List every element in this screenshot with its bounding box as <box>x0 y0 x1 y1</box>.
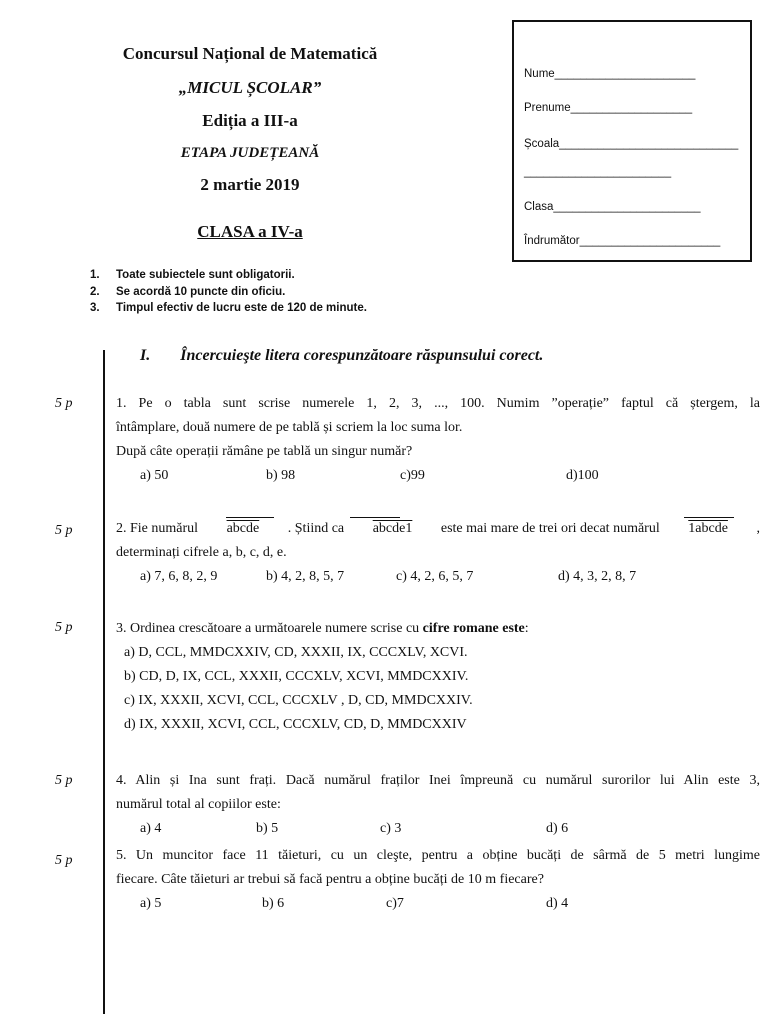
section-title: Încercuieşte litera corespunzătoare răspunsului corect. <box>180 347 544 364</box>
question-text: numărul total al copiilor este: <box>116 797 281 812</box>
rule-item: 1. Toate subiectele sunt obligatorii. <box>90 269 295 281</box>
overline-bar <box>350 517 400 518</box>
question-text: 3. Ordinea crescătoare a următoarele numere scrise cu cifre romane este: <box>116 621 529 636</box>
rule-item: 2. Se acordă 10 puncte din oficiu. <box>90 285 286 298</box>
indrumator-field[interactable]: Îndrumător______________________ <box>524 235 721 247</box>
answer-option[interactable]: c) 3 <box>380 821 402 836</box>
answer-options <box>116 565 760 589</box>
answer-options <box>116 464 760 488</box>
answer-option[interactable]: b) 6 <box>262 896 285 911</box>
contest-subtitle: „MICUL ȘCOLAR” <box>178 78 322 97</box>
answer-option[interactable]: b) CD, D, IX, CCL, XXXII, CCCXLV, XCVI, MMDCXXIV. <box>124 669 469 684</box>
overlined-number: abcde <box>226 521 260 536</box>
overlined-number: 1abcde <box>688 521 728 536</box>
answer-option[interactable]: a) 5 <box>140 896 162 911</box>
answer-options <box>116 892 760 916</box>
answer-option[interactable]: b) 5 <box>256 821 279 836</box>
question-text: determinați cifrele a, b, c, d, e. <box>116 545 287 560</box>
margin-line <box>103 350 105 1014</box>
answer-option[interactable]: d) 4 <box>546 896 569 911</box>
question-text: 1. Pe o tabla sunt scrise numerele 1, 2, 3, ..., 100. Numim ”operație” faptul că ștergem, la <box>116 396 760 411</box>
question-text: 2. Fie numărul abcde . Știind ca abcde1 este mai mare de trei ori decat numărul 1abcde , <box>116 517 760 541</box>
nume-field[interactable]: Nume______________________ <box>524 68 696 80</box>
question-3 <box>116 617 760 737</box>
question-2 <box>116 517 760 589</box>
points-label: 5 p <box>55 773 73 788</box>
stage: ETAPA JUDEȚEANĂ <box>180 145 320 161</box>
question-text: 5. Un muncitor face 11 tăieturi, cu un cleşte, pentru a obține bucăți de sârmă de 5 metri lungime <box>116 848 760 863</box>
answer-option[interactable]: b) 98 <box>266 468 296 483</box>
class-heading: CLASA a IV-a <box>197 222 303 241</box>
answer-option[interactable]: c) 4, 2, 6, 5, 7 <box>396 569 474 584</box>
points-label: 5 p <box>55 523 73 538</box>
question-text: fiecare. Câte tăieturi ar trebui să facă pentru a obține bucăți de 10 m fiecare? <box>116 872 544 887</box>
answer-option[interactable]: d)100 <box>566 468 599 483</box>
answer-options <box>116 817 760 841</box>
question-5 <box>116 844 760 916</box>
prenume-field[interactable]: Prenume___________________ <box>524 102 693 114</box>
answer-option[interactable]: a) 4 <box>140 821 162 836</box>
answer-option[interactable]: a) D, CCL, MMDCXXIV, CD, XXXII, IX, CCCXLV, XCVI. <box>124 645 468 660</box>
answer-option[interactable]: c) IX, XXXII, XCVI, CCL, CCCXLV , D, CD, MMDCXXIV. <box>124 693 473 708</box>
question-1 <box>116 392 760 488</box>
overline-bar <box>684 517 734 518</box>
answer-option[interactable]: a) 7, 6, 8, 2, 9 <box>140 569 218 584</box>
rules-list <box>90 267 367 317</box>
points-label: 5 p <box>55 396 73 411</box>
answer-option[interactable]: a) 50 <box>140 468 169 483</box>
question-text: După câte operații rămâne pe tablă un singur număr? <box>116 444 413 459</box>
overlined-number: abcde1 <box>372 521 413 536</box>
answer-option[interactable]: c)99 <box>400 468 425 483</box>
question-4 <box>116 769 760 841</box>
edition: Ediția a III-a <box>202 111 298 130</box>
question-text: întâmplare, două numere de pe tablă și scriem la loc suma lor. <box>116 420 463 435</box>
section-heading <box>140 347 543 365</box>
contest-title: Concursul Național de Matematică <box>122 44 378 63</box>
answer-option[interactable]: b) 4, 2, 8, 5, 7 <box>266 569 345 584</box>
answer-option[interactable]: d) 4, 3, 2, 8, 7 <box>558 569 637 584</box>
scoala-field[interactable]: Școala____________________________ <box>524 138 739 150</box>
points-label: 5 p <box>55 853 73 868</box>
scoala-field-continued[interactable]: _______________________ <box>524 166 672 178</box>
question-text: 4. Alin și Ina sunt frați. Dacă numărul fraților Inei împreună cu numărul surorilor lui Alin este 3, <box>116 773 760 788</box>
answer-option[interactable]: d) 6 <box>546 821 569 836</box>
answer-option[interactable]: c)7 <box>386 896 404 911</box>
contest-date: 2 martie 2019 <box>200 175 300 194</box>
student-id-box <box>512 20 752 262</box>
overline-bar <box>226 517 274 518</box>
answer-option[interactable]: d) IX, XXXII, XCVI, CCL, CCCXLV, CD, D, MMDCXXIV <box>124 717 467 732</box>
section-numeral: I. <box>140 347 151 364</box>
rule-item: 3. Timpul efectiv de lucru este de 120 de minute. <box>90 302 367 314</box>
clasa-field[interactable]: Clasa_______________________ <box>524 201 701 213</box>
points-label: 5 p <box>55 620 73 635</box>
